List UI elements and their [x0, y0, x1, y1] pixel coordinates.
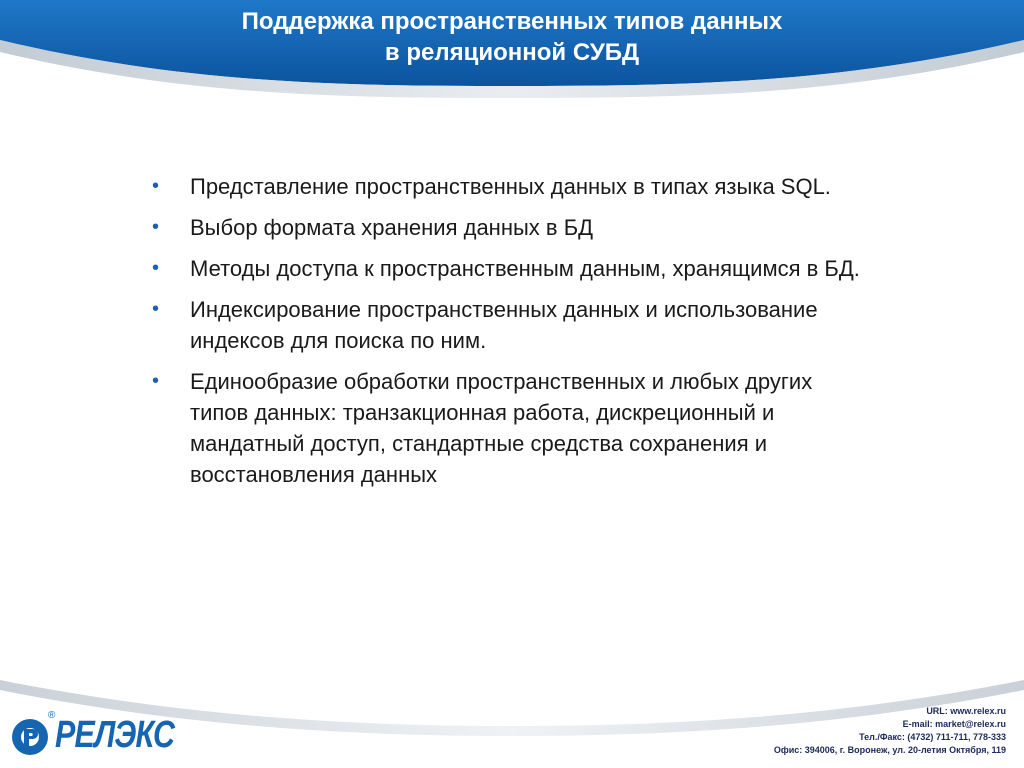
slide-title-line-2: в реляционной СУБД	[384, 39, 640, 66]
slide-title-line-1: Поддержка пространственных типов данных	[241, 8, 783, 35]
bullet-item	[150, 366, 870, 490]
bullet-item	[150, 253, 870, 284]
contact-phone: Тел./Факс: (4732) 711-711, 778-333	[859, 732, 1006, 742]
bullet-dot-icon: •	[152, 298, 160, 320]
bullet-item	[150, 294, 870, 356]
registered-mark: ®	[48, 710, 56, 721]
contact-address: Офис: 394006, г. Воронеж, ул. 20-летия Октября, 119	[773, 745, 1006, 755]
bullet-text: Индексирование пространственных данных и использование индексов для поиска по ним.	[190, 297, 818, 353]
logo-wordmark: РЕЛЭКС	[55, 714, 175, 756]
bullet-dot-icon: •	[152, 175, 160, 197]
relex-emblem-icon	[10, 717, 50, 757]
relex-logo	[10, 710, 175, 760]
slide-title	[0, 6, 1024, 68]
bullet-item	[150, 171, 870, 202]
bullet-dot-icon: •	[152, 370, 160, 392]
bullet-list	[150, 171, 870, 500]
contact-url: URL: www.relex.ru	[926, 706, 1006, 716]
contact-email: E-mail: market@relex.ru	[902, 719, 1006, 729]
bullet-item	[150, 212, 870, 243]
contact-info	[774, 705, 1006, 757]
bullet-text: Выбор формата хранения данных в БД	[190, 215, 594, 240]
bullet-text: Единообразие обработки пространственных и любых других типов данных: транзакционная работа, дискреционный и мандатный доступ, стандартные средства сохранения и восстановления данных	[190, 369, 813, 487]
bullet-text: Методы доступа к пространственным данным, хранящимся в БД.	[190, 256, 860, 281]
bullet-dot-icon: •	[152, 216, 160, 238]
bullet-text: Представление пространственных данных в типах языка SQL.	[190, 174, 831, 199]
bullet-dot-icon: •	[152, 257, 160, 279]
